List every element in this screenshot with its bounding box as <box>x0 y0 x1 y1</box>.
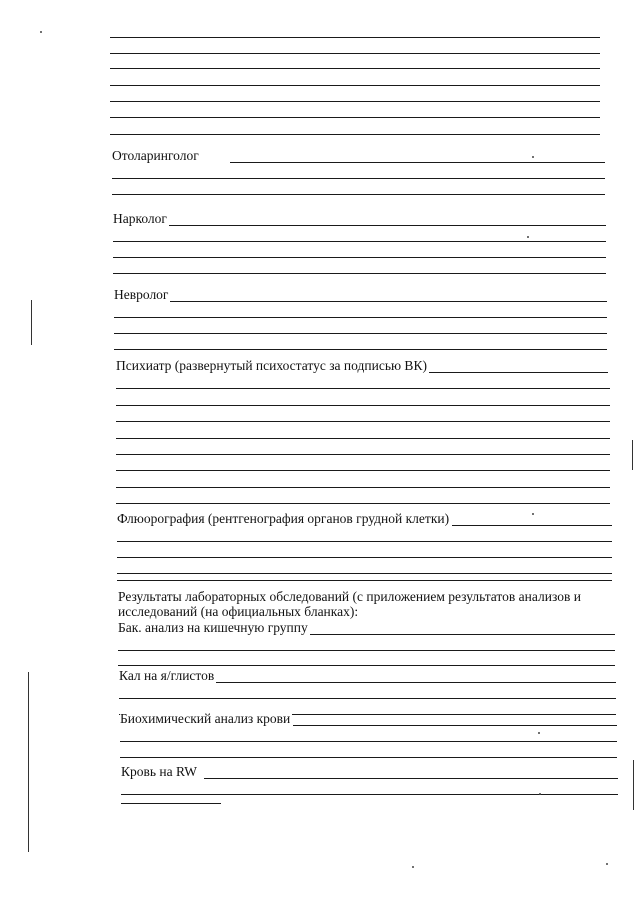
neurologist-label: Невролог <box>114 287 169 302</box>
blank-line[interactable] <box>116 405 610 406</box>
blank-line[interactable] <box>110 134 600 135</box>
blank-line[interactable] <box>114 333 607 334</box>
blank-line[interactable] <box>114 317 607 318</box>
blank-line[interactable] <box>120 741 617 742</box>
bacterial-analysis-field[interactable] <box>305 634 615 635</box>
blank-line[interactable] <box>110 37 600 38</box>
psychiatrist-field[interactable] <box>425 372 608 373</box>
blank-line[interactable] <box>117 580 612 581</box>
lab-results-label: Результаты лабораторных обследований (с приложением результатов анализов и исследований (на официальных бланках): <box>118 589 581 619</box>
stool-test-label: Кал на я/глистов <box>119 668 215 683</box>
blank-line[interactable] <box>110 101 600 102</box>
right-margin-mark <box>632 440 633 470</box>
blank-line[interactable] <box>116 421 610 422</box>
blank-line[interactable] <box>118 665 615 666</box>
blank-line[interactable] <box>116 438 610 439</box>
bacterial-analysis-label: Бак. анализ на кишечную группу <box>118 620 308 635</box>
narcologist-field[interactable] <box>168 225 606 226</box>
scan-speck <box>527 236 529 238</box>
blank-line[interactable] <box>117 557 612 558</box>
blank-line[interactable] <box>110 68 600 69</box>
blank-line[interactable] <box>110 117 600 118</box>
left-margin-mark <box>31 300 32 345</box>
blank-line[interactable] <box>116 388 610 389</box>
psychiatrist-label: Психиатр (развернутый психостатус за подписью ВК) <box>116 358 427 373</box>
blank-line[interactable] <box>121 803 221 804</box>
blank-line[interactable] <box>112 178 605 179</box>
scan-speck <box>606 863 608 865</box>
blank-line[interactable] <box>119 698 616 699</box>
fluorography-label: Флюорография (рентгенография органов грудной клетки) <box>117 511 450 526</box>
blank-line[interactable] <box>116 487 610 488</box>
scan-speck <box>538 732 540 734</box>
right-margin-mark <box>633 760 634 810</box>
blood-rw-label: Кровь на RW <box>121 764 198 779</box>
stool-test-field[interactable] <box>214 682 616 683</box>
blank-line[interactable] <box>110 53 600 54</box>
blank-line[interactable] <box>110 85 600 86</box>
blank-line[interactable] <box>120 757 617 758</box>
blood-rw-field[interactable] <box>204 778 618 779</box>
blank-line[interactable] <box>114 349 607 350</box>
blank-line[interactable] <box>121 794 618 795</box>
blank-line[interactable] <box>118 650 615 651</box>
left-margin-mark <box>28 672 29 852</box>
scan-speck <box>532 513 534 515</box>
scan-speck <box>539 793 541 795</box>
blank-line[interactable] <box>116 503 610 504</box>
blank-line[interactable] <box>117 541 612 542</box>
neurologist-field[interactable] <box>170 301 607 302</box>
biochemistry-field[interactable] <box>293 725 617 726</box>
blank-line[interactable] <box>113 257 606 258</box>
blank-line[interactable] <box>116 470 610 471</box>
blank-line[interactable] <box>116 454 610 455</box>
otolaryngologist-field[interactable] <box>230 162 605 163</box>
scan-speck <box>40 31 42 33</box>
blank-line[interactable] <box>112 194 605 195</box>
narcologist-label: Нарколог <box>113 211 167 226</box>
scan-speck <box>412 866 414 868</box>
blank-line[interactable] <box>113 241 606 242</box>
fluorography-field[interactable] <box>452 525 612 526</box>
biochemistry-label: Биохимический анализ крови <box>120 711 291 726</box>
blank-line[interactable] <box>113 273 606 274</box>
otolaryngologist-label: Отоларинголог <box>112 148 199 163</box>
blank-line[interactable] <box>117 573 612 574</box>
scan-speck <box>532 156 534 158</box>
